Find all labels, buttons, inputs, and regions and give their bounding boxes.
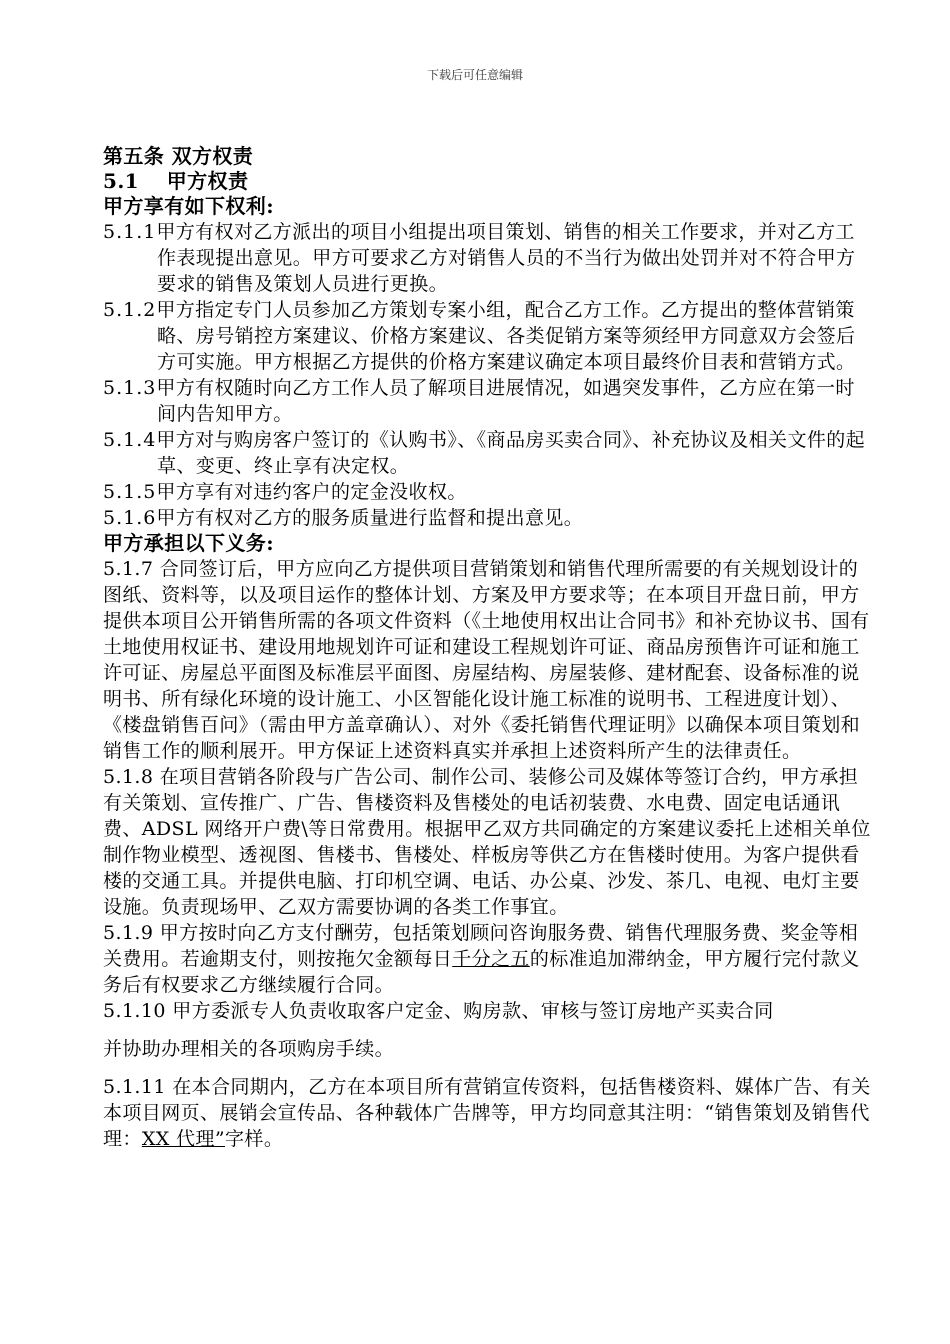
clause-number: 5.1.5 (103, 481, 157, 503)
late-fee-rate: 千分之五 (452, 948, 530, 970)
clause-number: 5.1.6 (103, 507, 157, 529)
clause-text: 甲方有权随时向乙方工作人员了解项目进展情况，如遇突发事件，乙方应在第一时间内告知甲方。 (156, 377, 855, 425)
clause-number: 5.1.1 (103, 221, 157, 243)
clause-5-1-11 (103, 1074, 873, 1152)
clause-5-1-2 (103, 297, 873, 375)
document-body (103, 144, 873, 1152)
clause-text: 的标准追加滞纳金，甲方履行完付款义务后有权要求乙方继续履行合同。 (103, 948, 860, 996)
clause-text: 5.1.11 在本合同期内，乙方在本项目所有营销宣传资料，包括售楼资料、媒体广告、有关本项目网页、展销会宣传品、各种载体广告牌等，甲方均同意其注明：“销售策划及销售代理： (103, 1076, 871, 1150)
clause-5-1-10-line1: 5.1.10 甲方委派专人负责收取客户定金、购房款、审核与签订房地产买卖合同 (103, 1000, 774, 1022)
clause-5-1-8: 5.1.8 在项目营销各阶段与广告公司、制作公司、装修公司及媒体等签订合约，甲方承担有关策划、宣传推广、广告、售楼资料及售楼处的电话初装费、水电费、固定电话通讯费、ADSL 网络开户费\等日常费用。根据甲乙双方共同确定的方案建议委托上述相关单位制作物业模型、透视图、售楼书、售楼处、样板房等供乙方在售楼时使用。为客户提供看楼的交通工具。并提供电脑、打印机空调、电话、办公桌、沙发、茶几、电视、电灯主要设施。负责现场甲、乙双方需要协调的各类工作事宜。 (103, 766, 871, 918)
agent-name: XX 代理” (141, 1128, 226, 1150)
clause-text: 甲方指定专门人员参加乙方策划专案小组，配合乙方工作。乙方提出的整体营销策略、房号销控方案建议、价格方案建议、各类促销方案等须经甲方同意双方会签后方可实施。甲方根据乙方提供的价格方案建议确定本项目最终价目表和营销方式。 (156, 299, 856, 373)
section-title: 5.1 甲方权责 (103, 169, 249, 193)
clause-text: 甲方对与购房客户签订的《认购书》、《商品房买卖合同》、补充协议及相关文件的起草、变更、终止享有决定权。 (156, 429, 866, 477)
header-note: 下载后可任意编辑 (426, 68, 523, 82)
clause-text: 甲方有权对乙方派出的项目小组提出项目策划、销售的相关工作要求，并对乙方工作表现提出意见。甲方可要求乙方对销售人员的不当行为做出处罚并对不符合甲方要求的销售及策划人员进行更换。 (156, 221, 856, 295)
duties-heading: 甲方承担以下义务: (103, 531, 274, 555)
clause-5-1-7: 5.1.7 合同签订后，甲方应向乙方提供项目营销策划和销售代理所需要的有关规划设计的图纸、资料等，以及项目运作的整体计划、方案及甲方要求等；在本项目开盘日前，甲方提供本项目公开销售所需的各项文件资料（《土地使用权出让合同书》和补充协议书、国有土地使用权证书、建设用地规划许可证和建设工程规划许可证、商品房预售许可证和施工许可证、房屋总平面图及标准层平面图、房屋结构、房屋装修、建材配套、设备标准的说明书、所有绿化环境的设计施工、小区智能化设计施工标准的说明书、工程进度计划）、《楼盘销售百问》（需由甲方盖章确认）、对外《委托销售代理证明》以确保本项目策划和销售工作的顺利展开。甲方保证上述资料真实并承担上述资料所产生的法律责任。 (103, 558, 870, 762)
clause-number: 5.1.2 (103, 299, 157, 321)
clause-5-1-3 (103, 375, 873, 427)
clause-text: 甲方有权对乙方的服务质量进行监督和提出意见。 (156, 507, 584, 529)
rights-heading: 甲方享有如下权利: (103, 194, 274, 218)
clause-number: 5.1.4 (103, 429, 157, 451)
clause-text: 甲方享有对违约客户的定金没收权。 (156, 481, 467, 503)
clause-5-1-9 (103, 920, 873, 998)
clause-5-1-1 (103, 219, 873, 297)
clause-5-1-10-line2: 并协助办理相关的各项购房手续。 (103, 1038, 395, 1060)
clause-number: 5.1.3 (103, 377, 157, 399)
clause-5-1-6 (103, 505, 873, 531)
clause-5-1-5 (103, 479, 873, 505)
article-title: 第五条 双方权责 (103, 144, 254, 168)
clause-text: 字样。 (225, 1128, 284, 1150)
clause-text: 5.1.9 甲方按时向乙方支付酬劳，包括策划顾问咨询服务费、销售代理服务费、奖金等相关费用。若逾期支付，则按拖欠金额每日 (103, 922, 859, 970)
clause-5-1-4 (103, 427, 873, 479)
